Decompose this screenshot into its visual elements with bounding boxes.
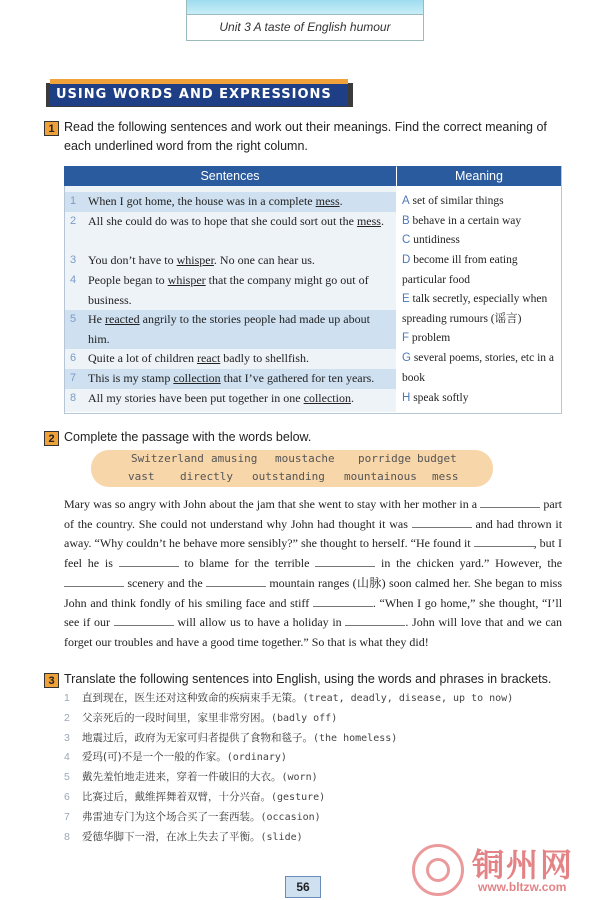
sentence-post: . (350, 391, 354, 405)
sentence-number: 3 (70, 254, 77, 266)
translation-number: 2 (64, 711, 70, 724)
passage (64, 495, 562, 653)
word-option: porridge (358, 452, 411, 465)
translation-number: 4 (64, 751, 70, 764)
translation-item (64, 828, 303, 848)
meaning-text: talk secretly, especially when spreading rumours (谣言) (402, 293, 548, 325)
passage-text: , but I feel he is (64, 536, 562, 571)
sentence-text (88, 369, 390, 389)
passage-text: will love that and we can forget our troubles and have a good time together.” So that is what they did! (64, 615, 563, 649)
underlined-word: whisper (176, 253, 214, 267)
header-decoration (186, 0, 424, 15)
word-option: budget (417, 452, 457, 465)
underlined-word: collection (303, 391, 351, 405)
meaning-row (402, 251, 558, 290)
sentence-pre: Quite a lot of children (88, 351, 197, 365)
sentence-pre: You don’t have to (88, 253, 177, 267)
sentence-text (88, 271, 390, 310)
answer-blank[interactable] (64, 576, 124, 587)
meaning-text: set of similar things (412, 195, 504, 207)
passage-text: to blame for the terrible (184, 556, 310, 571)
sentence-post: that I’ve gathered for ten years. (220, 371, 375, 385)
sentence-post: . (339, 194, 343, 208)
sentence-number: 2 (70, 215, 77, 227)
meaning-text: become ill from eating particular food (402, 254, 518, 286)
answer-blank[interactable] (412, 517, 472, 528)
meaning-letter: H (402, 392, 411, 404)
watermark-url: www.bltzw.com (478, 880, 567, 894)
translation-number: 7 (64, 810, 70, 823)
passage-text: part of the country. She could not understand why John had thought it was (64, 497, 562, 531)
underlined-word: whisper (167, 273, 206, 287)
answer-blank[interactable] (313, 596, 373, 607)
sentence-post: badly to shellfish. (220, 351, 309, 365)
sentence-pre: This is my stamp (88, 371, 174, 385)
translation-hint: (worn) (281, 772, 318, 784)
translation-chinese: 戴先羞怕地走进来，穿着一件破旧的大衣。 (82, 771, 282, 784)
meaning-letter: B (402, 215, 410, 227)
translation-chinese: 父亲死后的一段时间里，家里非常穷困。 (82, 711, 271, 724)
underlined-word: mess (356, 214, 381, 228)
answer-blank[interactable] (480, 497, 540, 508)
sentence-number: 4 (70, 274, 77, 286)
word-option: vast (128, 470, 155, 483)
translation-chinese: 爱德华脚下一滑，在冰上失去了平衡。 (82, 830, 261, 843)
translation-number: 3 (64, 731, 70, 744)
translation-number: 6 (64, 791, 70, 803)
meaning-text: untidiness (413, 234, 460, 246)
word-option: mountainous (344, 470, 417, 483)
answer-blank[interactable] (315, 556, 375, 567)
meaning-row (402, 212, 558, 232)
meaning-letter: F (402, 332, 410, 344)
sentence-text (88, 212, 390, 232)
meaning-letter: C (402, 234, 411, 246)
passage-text: in the chicken yard.” (381, 556, 490, 571)
meaning-text: problem (411, 332, 451, 344)
passage-text: She began to miss John and think fondly of his smiling face and stiff (64, 575, 563, 610)
passage-text: scenery and the (127, 575, 203, 590)
exercise-1-instruction-line1: Read the following sentences and work out their meanings. Find the correct meaning of (64, 120, 547, 134)
underlined-word: react (196, 351, 221, 365)
section-banner: USING WORDS AND EXPRESSIONS (50, 84, 348, 106)
passage-text: and had (475, 516, 514, 531)
sentence-post: . (380, 214, 384, 228)
page-number: 56 (285, 876, 321, 898)
meaning-row (402, 231, 558, 251)
underlined-word: collection (173, 371, 221, 385)
sentence-post: that the company might go out of business. (88, 273, 369, 307)
answer-blank[interactable] (345, 615, 405, 626)
translation-hint: (slide) (260, 831, 303, 843)
passage-text: mountain ranges (山脉) soon calmed her. (269, 575, 471, 590)
translation-chinese: 爱玛(可)不是一个一般的作家。 (82, 751, 227, 764)
col-header-meaning: Meaning (397, 166, 561, 186)
word-option: Switzerland (131, 452, 204, 465)
underlined-word: reacted (105, 312, 140, 326)
watermark-seal-inner (426, 858, 450, 882)
sentence-text (88, 251, 390, 271)
meaning-letter: A (402, 195, 410, 207)
meaning-letter: D (402, 254, 411, 266)
answer-blank[interactable] (474, 536, 534, 547)
meaning-row (402, 389, 558, 409)
translation-number: 1 (64, 692, 70, 704)
sentence-number: 8 (70, 392, 77, 404)
meaning-text: speak softly (413, 392, 469, 404)
translation-chinese: 地震过后，政府为无家可归者提供了食物和毯子。 (82, 731, 313, 744)
meaning-letter: E (402, 293, 410, 305)
passage-text: . “When I go (372, 595, 437, 610)
sentence-pre: People began to (88, 273, 168, 287)
translation-item (64, 788, 325, 808)
word-option: outstanding (252, 470, 325, 483)
sentence-text (88, 349, 390, 369)
word-option: mess (432, 470, 459, 483)
translation-hint: (the homeless) (313, 732, 398, 744)
passage-text: thrown it away. “Why couldn’t he behave more sensibly?” she thought to herself. “He found it (64, 516, 563, 551)
unit-title: Unit 3 A taste of English humour (186, 14, 424, 41)
sentence-text (88, 389, 390, 409)
exercise-2-number: 2 (44, 431, 59, 446)
answer-blank[interactable] (114, 615, 174, 626)
sentence-text (88, 192, 390, 212)
exercise-3-number: 3 (44, 673, 59, 688)
watermark-name: 铜州网 (472, 846, 575, 884)
meaning-row (402, 329, 558, 349)
meaning-text: behave in a certain way (412, 215, 522, 227)
sentence-number: 1 (70, 195, 77, 207)
translation-hint: (badly off) (271, 712, 338, 724)
sentence-post: . No one can hear us. (213, 253, 315, 267)
passage-text: . John (405, 615, 435, 630)
sentence-pre: All she could do was to hope that she could sort out the (88, 214, 357, 228)
sentence-number: 6 (70, 352, 77, 364)
word-option: amusing (211, 452, 258, 465)
translation-hint: (ordinary) (226, 752, 287, 764)
passage-text: home,” she thought, “I’ll see if our (64, 595, 563, 630)
sentence-pre: He (88, 312, 105, 326)
translation-item (64, 748, 287, 768)
exercise-1-instruction-line2: each underlined word from the right column. (64, 139, 308, 153)
answer-blank[interactable] (119, 556, 179, 567)
meaning-row (402, 349, 558, 388)
translation-chinese: 直到现在，医生还对这种致命的疾病束手无策。 (82, 692, 303, 704)
meaning-letter: G (402, 352, 411, 364)
word-option: moustache (275, 452, 335, 465)
translation-item (64, 689, 513, 709)
exercise-2-instruction: Complete the passage with the words below. (64, 430, 312, 444)
translation-number: 5 (64, 771, 70, 784)
sentence-pre: When I got home, the house was in a complete (88, 194, 316, 208)
translation-item (64, 768, 318, 788)
sentence-number: 7 (70, 372, 77, 384)
translation-hint: (occasion) (260, 811, 321, 823)
translation-item (64, 729, 397, 749)
passage-text: will allow us to have a holiday in (177, 615, 342, 630)
underlined-word: mess (315, 194, 340, 208)
exercise-3-instruction: Translate the following sentences into English, using the words and phrases in brackets. (64, 672, 552, 686)
sentence-pre: All my stories have been put together in one (88, 391, 304, 405)
translation-chinese: 弗雷迪专门为这个场合买了一套西装。 (82, 810, 261, 823)
exercise-1-number: 1 (44, 121, 59, 136)
col-header-sentences: Sentences (64, 166, 396, 186)
meaning-text: several poems, stories, etc in a book (402, 352, 555, 384)
translation-hint: (treat, deadly, disease, up to now) (302, 693, 514, 704)
translation-chinese: 比赛过后，戴维挥舞着双臂，十分兴奋。 (82, 791, 271, 803)
translation-hint: (gesture) (271, 792, 326, 803)
meaning-row (402, 290, 558, 329)
sentence-post: angrily to the stories people had made up about him. (88, 312, 370, 346)
translation-number: 8 (64, 830, 70, 843)
translation-item (64, 808, 321, 828)
answer-blank[interactable] (206, 576, 266, 587)
translation-item (64, 709, 337, 729)
passage-text: Mary was so angry with John about the jam that she went to stay with her mother in a (64, 497, 478, 511)
sentence-number: 5 (70, 313, 77, 325)
word-option: directly (180, 470, 233, 483)
meaning-row (402, 192, 558, 212)
sentence-text (88, 310, 390, 349)
passage-text: However, the (495, 556, 563, 571)
